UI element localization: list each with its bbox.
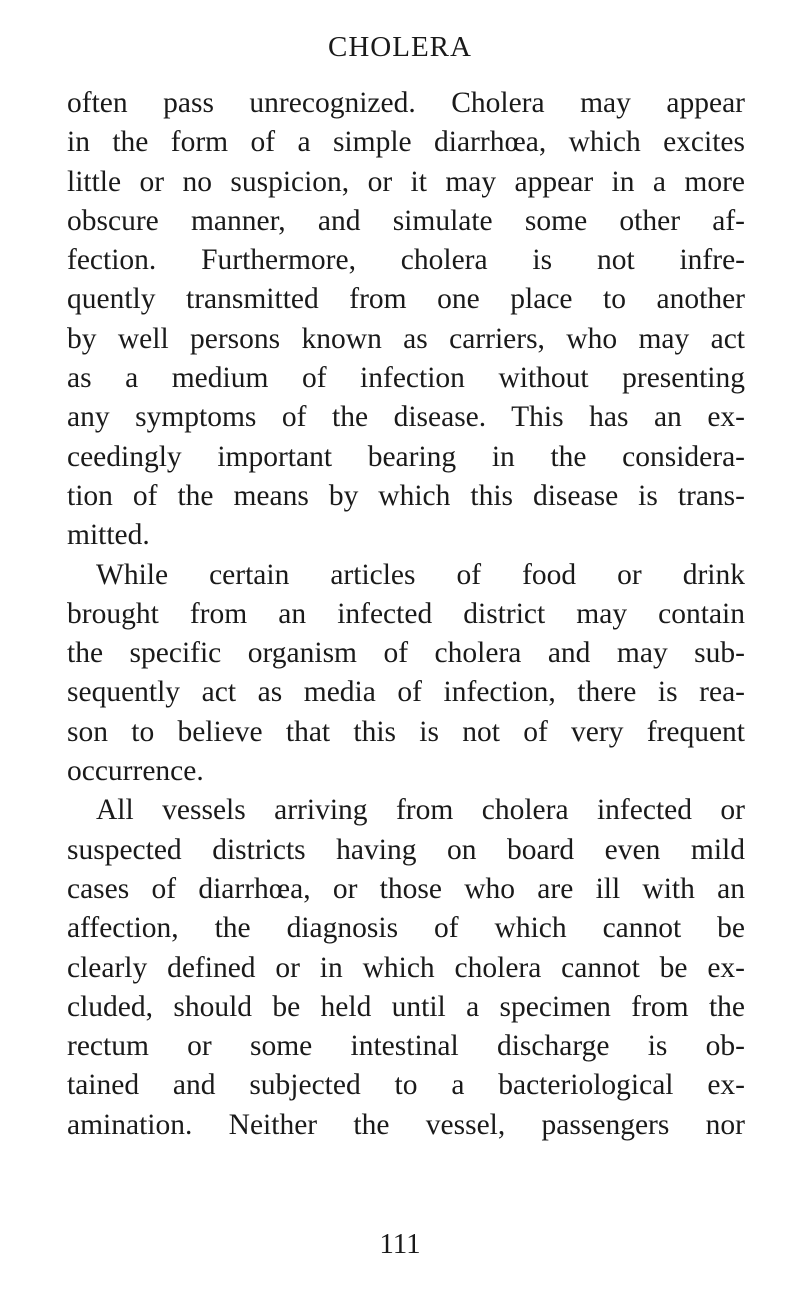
text-line: in the form of a simple diarrhœa, which excites bbox=[67, 126, 745, 159]
text-line: cases of diarrhœa, or those who are ill with an bbox=[67, 872, 745, 905]
text-line: mitted. bbox=[67, 519, 150, 552]
text-line: amination. Neither the vessel, passengers nor bbox=[67, 1108, 745, 1141]
paragraph bbox=[67, 791, 745, 1145]
body-text bbox=[67, 84, 745, 1145]
text-line: tained and subjected to a bacteriological ex- bbox=[67, 1069, 745, 1102]
text-line: by well persons known as carriers, who may act bbox=[67, 322, 745, 355]
text-line: clearly defined or in which cholera cannot be ex- bbox=[67, 951, 745, 984]
text-line: son to believe that this is not of very frequent bbox=[67, 715, 745, 748]
text-line: tion of the means by which this disease is trans- bbox=[67, 479, 745, 512]
text-line: cluded, should be held until a specimen from the bbox=[67, 990, 745, 1023]
text-line: quently transmitted from one place to another bbox=[67, 283, 745, 316]
running-head: CHOLERA bbox=[328, 31, 472, 63]
text-line: While certain articles of food or drink bbox=[96, 558, 745, 591]
text-line: little or no suspicion, or it may appear in a more bbox=[67, 165, 745, 198]
text-line: as a medium of infection without presenting bbox=[67, 362, 745, 395]
text-line: obscure manner, and simulate some other af- bbox=[67, 204, 745, 237]
text-line: ceedingly important bearing in the considera- bbox=[67, 440, 745, 473]
paragraph bbox=[67, 84, 745, 556]
text-line: affection, the diagnosis of which cannot be bbox=[67, 912, 745, 945]
text-line: occurrence. bbox=[67, 755, 204, 788]
text-line: sequently act as media of infection, there is rea- bbox=[67, 676, 745, 709]
text-line: any symptoms of the disease. This has an ex- bbox=[67, 401, 745, 434]
text-line: All vessels arriving from cholera infected or bbox=[96, 794, 745, 827]
text-line: fection. Furthermore, cholera is not infre- bbox=[67, 244, 745, 277]
text-line: brought from an infected district may contain bbox=[67, 597, 745, 630]
text-line: the specific organism of cholera and may sub- bbox=[67, 637, 745, 670]
paragraph bbox=[67, 556, 745, 792]
page-number: 111 bbox=[379, 1228, 421, 1260]
text-line: often pass unrecognized. Cholera may appear bbox=[67, 87, 745, 119]
text-line: suspected districts having on board even mild bbox=[67, 833, 745, 866]
text-line: rectum or some intestinal discharge is ob- bbox=[67, 1030, 745, 1063]
